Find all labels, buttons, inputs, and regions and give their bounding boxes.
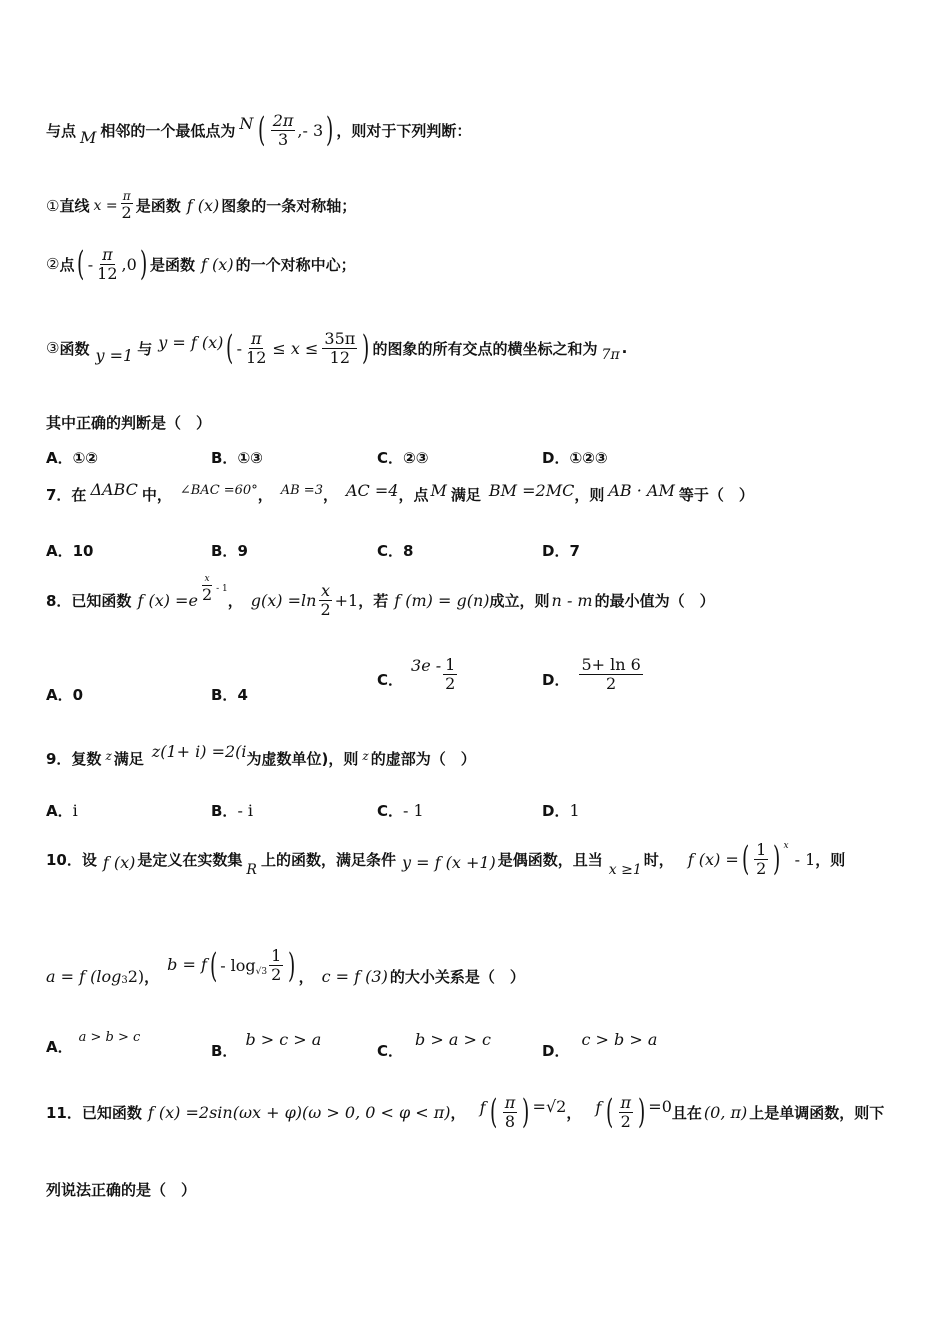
- q10-definitions: a = f (log 3 2) ， b = f ( - log √3 $\frac{1}{2}$ ) ， c = f (3) 的大小关系是（ ）: [46, 945, 525, 986]
- q10-option-a[interactable]: A． a > b > c: [46, 1030, 141, 1056]
- q8-option-d[interactable]: D． $\frac{5+ \ln 6}{2}$: [542, 655, 641, 693]
- q8-option-a[interactable]: A．0: [46, 686, 84, 704]
- q6-question: 其中正确的判断是（ ）: [46, 414, 212, 432]
- q8-stem: 8．已知函数 f (x) =e $\frac{x}{2}$ - 1 ， g(x) =ln $\frac{x}{2}$ +1 ，若 f (m) = g(n) 成立，则 n - m 的最小值为（ ）: [46, 573, 715, 619]
- q10-stem: 10．设 f (x) 是定义在实数集 R 上的函数，满足条件 y = f (x +1) 是偶函数，且当 x ≥1 时， f (x) = ( $\frac{1}{2}$ ) x - 1 ，则: [46, 839, 846, 879]
- q11-stem: 11．已知函数 f (x) =2sin(ωx + φ)(ω > 0, 0 < φ < π) ， f ( $\frac{\pi}{8}$ ) =√2 ， f ( $\frac{\pi}{2}$ ) =0 且在 (0, π) 上是单调函数，则下: [46, 1092, 885, 1133]
- q9-option-b[interactable]: B．- i: [211, 801, 254, 820]
- q7-option-d[interactable]: D．7: [542, 542, 580, 560]
- q10-option-b[interactable]: B． b > c > a: [211, 1030, 322, 1060]
- q6-intro: 与点 M 相邻的一个最低点为 N ( $\frac{2\pi}{3}$ , - 3 ) ，则对于下列判断：: [46, 110, 472, 151]
- q6-option-d[interactable]: D．①②③: [542, 449, 608, 467]
- q8-option-b[interactable]: B．4: [211, 686, 248, 704]
- q7-option-a[interactable]: A．10: [46, 542, 94, 560]
- q9-option-a[interactable]: A．i: [46, 801, 78, 820]
- q6-option-a[interactable]: A．①②: [46, 449, 99, 467]
- q6-statement-3: ③ 函数 y =1 与 y = f (x) ( - $\frac{\pi}{12}$ ≤ x ≤ $\frac{35\pi}{12}$ ) 的图象的所有交点的横坐标之和为 7π .: [46, 328, 628, 369]
- n-x-fraction: $\frac{2\pi}{3}$: [272, 111, 294, 149]
- q6-statement-2: ② 点 ( - $\frac{\pi}{12}$ ,0 ) 是函数 f (x) 的一个对称中心；: [46, 244, 356, 285]
- q7-option-c[interactable]: C．8: [377, 542, 414, 560]
- q7-stem: 7．在 ΔABC 中， ∠BAC =60° ， AB =3 ， AC =4 ，点 M 满足 BM =2MC ，则 AB · AM 等于（ ）: [46, 480, 754, 504]
- q8-option-c[interactable]: C． 3e - $\frac{1}{2}$: [377, 655, 456, 693]
- q6-option-b[interactable]: B．①③: [211, 449, 263, 467]
- q9-option-d[interactable]: D．1: [542, 801, 580, 820]
- q7-option-b[interactable]: B．9: [211, 542, 248, 560]
- q9-option-c[interactable]: C．- 1: [377, 801, 424, 820]
- q6-option-c[interactable]: C．②③: [377, 449, 429, 467]
- q11-stem-continued: 列说法正确的是（ ）: [46, 1181, 197, 1199]
- q10-option-c[interactable]: C． b > a > c: [377, 1030, 491, 1060]
- q6-statement-1: ① 直线 x = $\frac{\pi}{2}$ 是函数 f (x) 图象的一条对称轴；: [46, 189, 357, 223]
- q9-stem: 9．复数 z 满足 z(1+ i) =2(i 为虚数单位)，则 z 的虚部为（ ）: [46, 742, 476, 768]
- q10-option-d[interactable]: D． c > b > a: [542, 1030, 658, 1060]
- q8-exponent: $\frac{x}{2}$ - 1: [201, 573, 228, 604]
